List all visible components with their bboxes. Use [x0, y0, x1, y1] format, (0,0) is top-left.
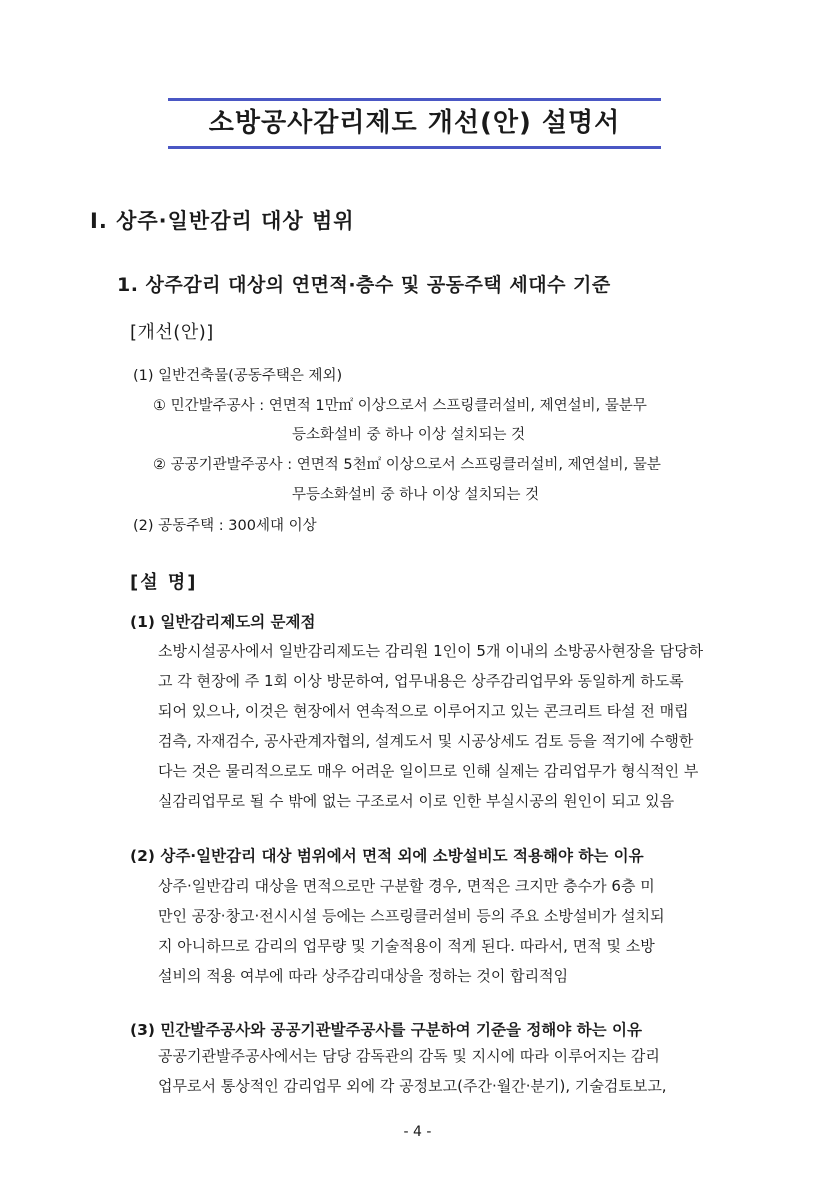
paragraph-line: 상주·일반감리 대상을 면적으로만 구분할 경우, 면적은 크지만 층수가 6층 미 [158, 877, 655, 895]
list-item: (1) 일반건축물(공동주택은 제외) [133, 368, 343, 384]
list-item: ① 민간발주공사 : 연면적 1만㎡ 이상으로서 스프링클러설비, 제연설비, 물분무 [153, 398, 647, 414]
explanation-heading: [설 명] [130, 572, 198, 593]
paragraph-line: 만인 공장·창고·전시시설 등에는 스프링클러설비 등의 주요 소방설비가 설치되 [158, 907, 665, 925]
paragraph-line: 실감리업무로 될 수 밖에 없는 구조로서 이로 인한 부실시공의 원인이 되고 있음 [158, 792, 675, 810]
explanation-subheading: (3) 민간발주공사와 공공기관발주공사를 구분하여 기준을 정해야 하는 이유 [130, 1021, 642, 1039]
list-item: ② 공공기관발주공사 : 연면적 5천㎡ 이상으로서 스프링클러설비, 제연설비, 물분 [153, 457, 661, 473]
section-heading: Ⅰ. 상주·일반감리 대상 범위 [90, 209, 355, 233]
paragraph-line: 업무로서 통상적인 감리업무 외에 각 공정보고(주간·월간·분기), 기술검토보고, [158, 1077, 667, 1095]
title-rule-top [168, 98, 661, 101]
paragraph-line: 되어 있으나, 이것은 현장에서 연속적으로 이루어지고 있는 콘크리트 타설 전 매립 [158, 702, 689, 720]
title-rule-bottom [168, 146, 661, 149]
paragraph-line: 공공기관발주공사에서는 담당 감독관의 감독 및 지시에 따라 이루어지는 감리 [158, 1047, 660, 1065]
page-number: - 4 - [403, 1124, 432, 1140]
explanation-paragraph [158, 871, 740, 991]
paragraph-line: 검측, 자재검수, 공사관계자협의, 설계도서 및 시공상세도 검토 등을 적기에 수행한 [158, 732, 694, 750]
improvement-heading: [개선(안)] [130, 322, 214, 343]
paragraph-line: 소방시설공사에서 일반감리제도는 감리원 1인이 5개 이내의 소방공사현장을 담당하 [158, 642, 704, 660]
paragraph-line: 고 각 현장에 주 1회 이상 방문하여, 업무내용은 상주감리업무와 동일하게 하도록 [158, 672, 684, 690]
explanation-paragraph [158, 636, 740, 816]
list-item: 등소화설비 중 하나 이상 설치되는 것 [292, 427, 526, 443]
paragraph-line: 설비의 적용 여부에 따라 상주감리대상을 정하는 것이 합리적임 [158, 967, 569, 985]
explanation-subheading: (1) 일반감리제도의 문제점 [130, 613, 316, 631]
paragraph-line: 다는 것은 물리적으로도 매우 어려운 일이므로 인해 실제는 감리업무가 형식적인 부 [158, 762, 699, 780]
explanation-paragraph [158, 1041, 740, 1101]
document-title: 소방공사감리제도 개선(안) 설명서 [208, 108, 621, 138]
paragraph-line: 지 아니하므로 감리의 업무량 및 기술적용이 적게 된다. 따라서, 면적 및 소방 [158, 937, 655, 955]
subsection-heading: 1. 상주감리 대상의 연면적·층수 및 공동주택 세대수 기준 [117, 274, 611, 296]
list-item: (2) 공동주택 : 300세대 이상 [133, 518, 317, 534]
explanation-subheading: (2) 상주·일반감리 대상 범위에서 면적 외에 소방설비도 적용해야 하는 이유 [130, 847, 644, 865]
list-item: 무등소화설비 중 하나 이상 설치되는 것 [292, 487, 540, 503]
